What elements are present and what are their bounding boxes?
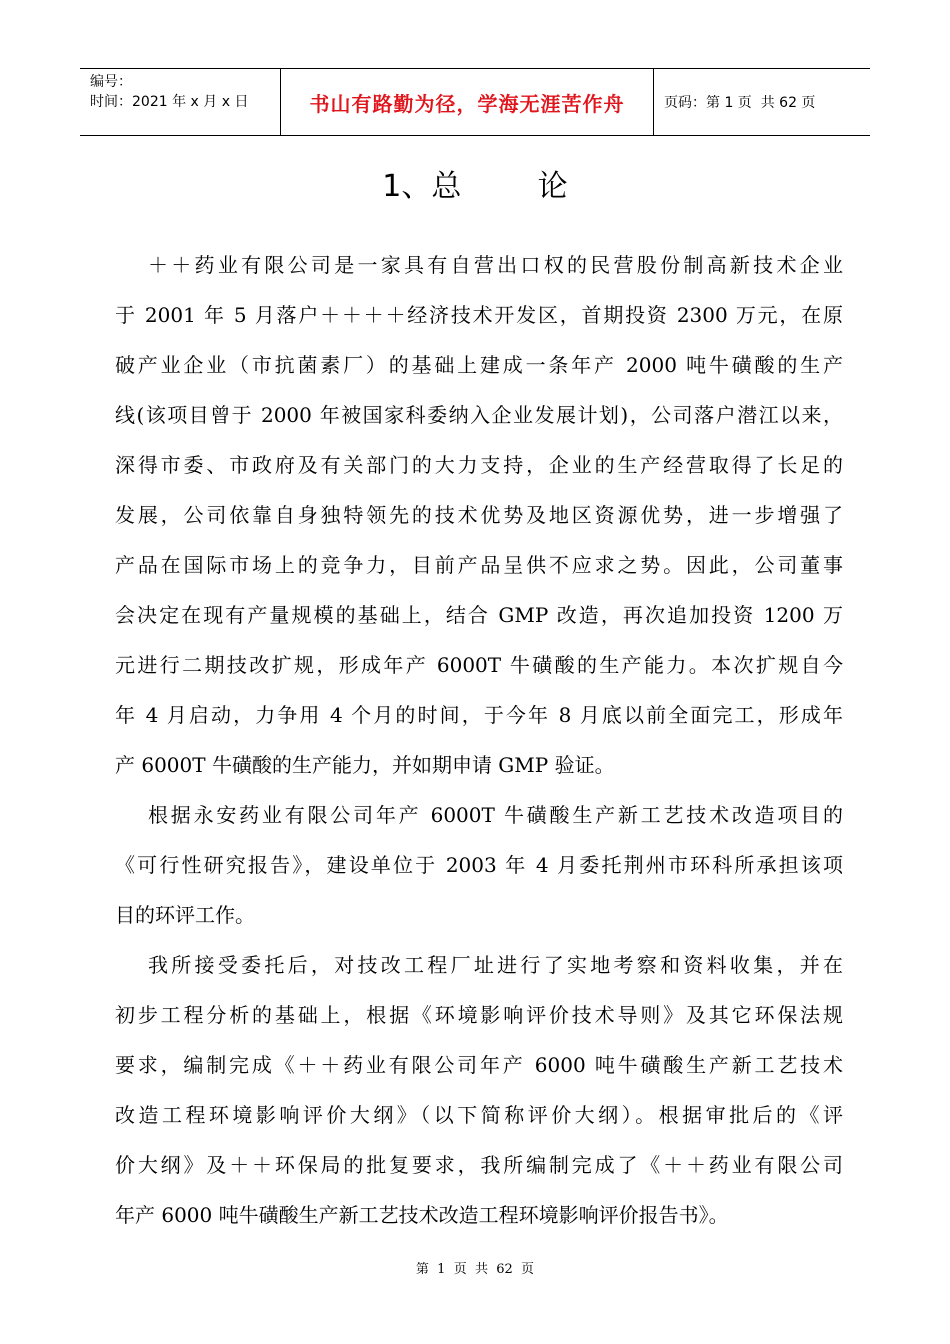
document-date-label: 时间：2021 年 x 月 x 日	[90, 94, 249, 110]
page-footer: 第 1 页 共 62 页	[415, 1262, 535, 1277]
paragraph-line: 元进行二期技改扩规，形成年产 6000T 牛磺酸的生产能力。本次扩规自今	[115, 653, 843, 677]
paragraph-line: 发展，公司依靠自身独特领先的技术优势及地区资源优势，进一步增强了	[115, 503, 843, 527]
header-page-code: 页码：第 1 页 共 62 页	[664, 95, 816, 111]
paragraph-line: 产 6000T 牛磺酸的生产能力，并如期申请 GMP 验证。	[115, 753, 615, 777]
paragraph	[115, 940, 843, 1240]
paragraph-line: 初步工程分析的基础上，根据《环境影响评价技术导则》及其它环保法规	[115, 1003, 843, 1027]
paragraph-line: 于 2001 年 5 月落户＋＋＋＋经济技术开发区，首期投资 2300 万元，在原	[115, 303, 843, 327]
document-number-label: 编号：	[90, 74, 132, 90]
paragraph-line: 价大纲》及＋＋环保局的批复要求，我所编制完成了《＋＋药业有限公司	[115, 1153, 843, 1177]
paragraph-line: 线(该项目曾于 2000 年被国家科委纳入企业发展计划)，公司落户潜江以来，	[115, 403, 843, 427]
page-header	[80, 68, 870, 136]
paragraph-line: 破产业企业（市抗菌素厂）的基础上建成一条年产 2000 吨牛磺酸的生产	[115, 353, 843, 377]
paragraph-line: 《可行性研究报告》，建设单位于 2003 年 4 月委托荆州市环科所承担该项	[115, 853, 843, 877]
paragraph-line: 年产 6000 吨牛磺酸生产新工艺技术改造工程环境影响评价报告书》。	[115, 1203, 729, 1227]
paragraph	[115, 790, 843, 940]
header-meta	[80, 69, 281, 135]
section-title: 1、总 论	[382, 169, 568, 204]
paragraph	[115, 240, 843, 790]
paragraph-line: 根据永安药业有限公司年产 6000T 牛磺酸生产新工艺技术改造项目的	[148, 803, 843, 827]
paragraph-line: 要求，编制完成《＋＋药业有限公司年产 6000 吨牛磺酸生产新工艺技术	[115, 1053, 843, 1077]
paragraph-line: 我所接受委托后，对技改工程厂址进行了实地考察和资料收集，并在	[148, 953, 843, 977]
paragraph-line: 深得市委、市政府及有关部门的大力支持，企业的生产经营取得了长足的	[115, 453, 843, 477]
paragraph-line: 产品在国际市场上的竞争力，目前产品呈供不应求之势。因此，公司董事	[115, 553, 843, 577]
header-motto: 书山有路勤为径，学海无涯苦作舟	[281, 69, 654, 135]
paragraph-line: 改造工程环境影响评价大纲》（以下简称评价大纲）。根据审批后的《评	[115, 1103, 843, 1127]
paragraph-line: ＋＋药业有限公司是一家具有自营出口权的民营股份制高新技术企业	[148, 253, 843, 277]
document-body	[115, 240, 843, 1240]
paragraph-line: 会决定在现有产量规模的基础上，结合 GMP 改造，再次追加投资 1200 万	[115, 603, 843, 627]
paragraph-line: 年 4 月启动，力争用 4 个月的时间，于今年 8 月底以前全面完工，形成年	[115, 703, 843, 727]
paragraph-line: 目的环评工作。	[115, 903, 255, 927]
